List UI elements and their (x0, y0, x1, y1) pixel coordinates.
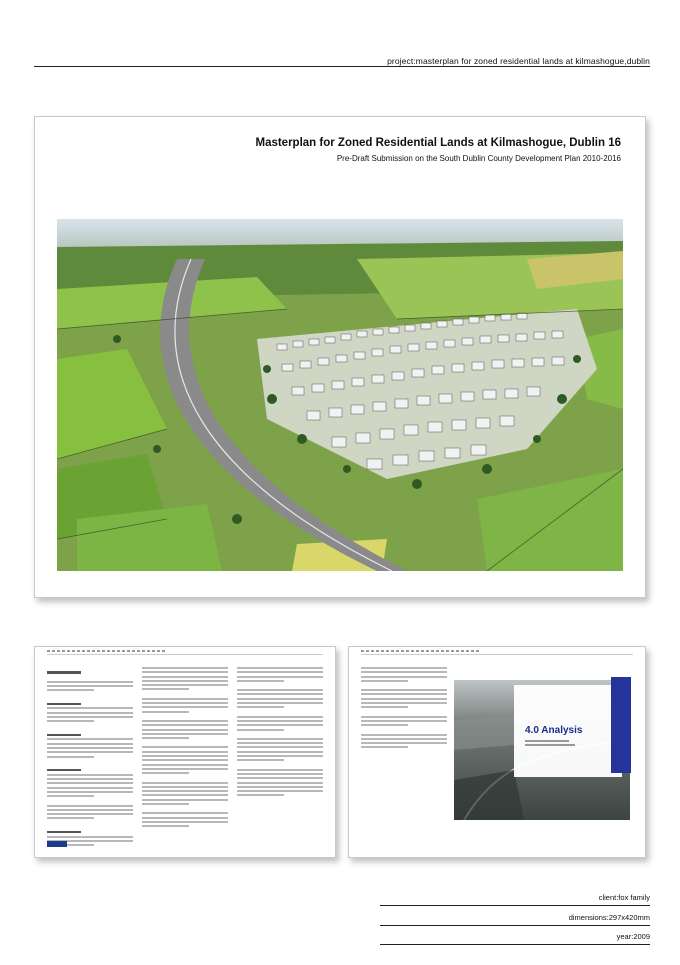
text-spread-panel (34, 646, 336, 858)
analysis-subheading-line (525, 744, 575, 746)
year-label: year:2009 (616, 932, 650, 941)
spread-header-rule (361, 654, 633, 655)
client-label: client:fox family (598, 893, 650, 902)
text-column (142, 667, 228, 845)
page-number-tab (47, 841, 67, 847)
masterplan-subtitle: Pre-Draft Submission on the South Dublin County Development Plan 2010-2016 (336, 154, 621, 163)
text-column (47, 667, 133, 845)
footer-rule (380, 944, 650, 945)
footer-rule (380, 905, 650, 906)
masterplan-title: Masterplan for Zoned Residential Lands at Kilmashogue, Dublin 16 (255, 137, 621, 149)
analysis-subheading-line (525, 740, 569, 742)
header-rule (34, 66, 650, 67)
masterplan-cover-panel (34, 116, 646, 598)
analysis-spread-panel (348, 646, 646, 858)
spread-header-rule (47, 654, 323, 655)
section-accent-bar (611, 677, 631, 773)
analysis-section-title: 4.0 Analysis (525, 725, 583, 736)
footer-rule (380, 925, 650, 926)
aerial-illustration (57, 219, 623, 571)
text-column (237, 667, 323, 845)
project-label: project:masterplan for zoned residential lands at kilmashogue,dublin (387, 56, 650, 66)
dimensions-label: dimensions:297x420mm (568, 913, 650, 922)
